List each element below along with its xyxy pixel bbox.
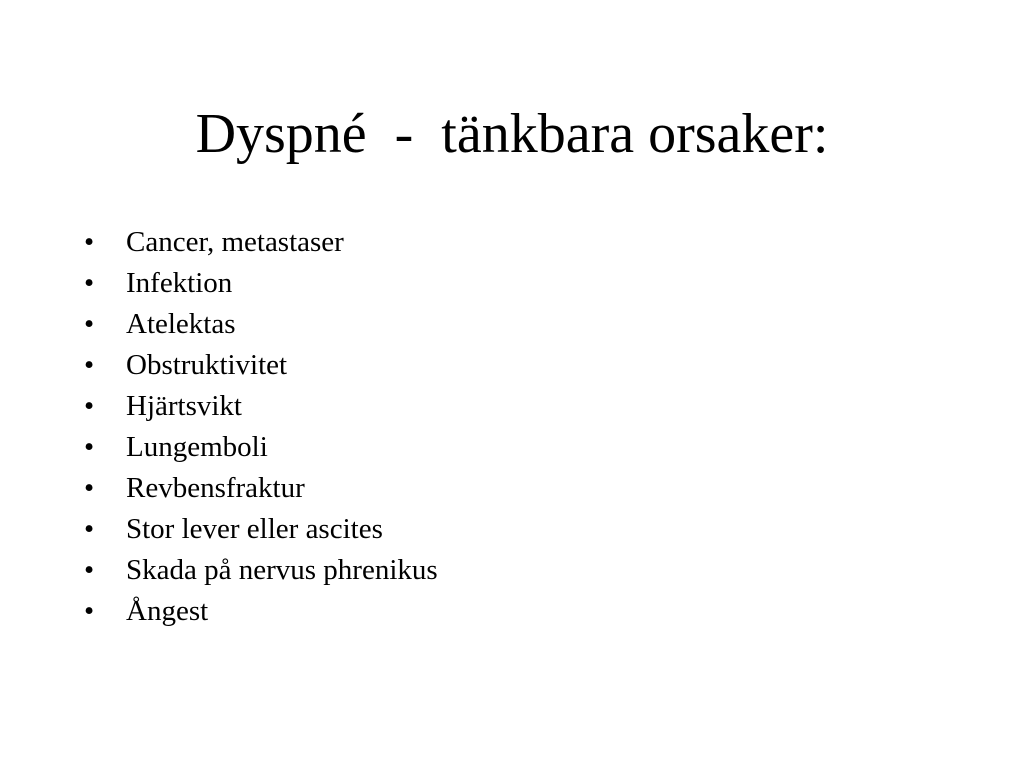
bullet-icon: • bbox=[84, 267, 95, 299]
list-item bbox=[84, 509, 438, 550]
list-item bbox=[84, 550, 438, 591]
list-item bbox=[84, 263, 438, 304]
list-item bbox=[84, 591, 438, 632]
list-item bbox=[84, 386, 438, 427]
bullet-icon: • bbox=[84, 226, 95, 258]
list-item-text: Cancer, metastaser bbox=[126, 226, 344, 258]
list-item-text: Ångest bbox=[126, 595, 209, 627]
bullet-list bbox=[84, 222, 438, 632]
bullet-icon: • bbox=[84, 554, 95, 586]
bullet-icon: • bbox=[84, 390, 95, 422]
list-item-text: Hjärtsvikt bbox=[126, 390, 242, 422]
list-item-text: Stor lever eller ascites bbox=[126, 513, 383, 545]
list-item bbox=[84, 468, 438, 509]
slide-title: Dyspné - tänkbara orsaker: bbox=[195, 103, 829, 165]
list-item-text: Skada på nervus phrenikus bbox=[126, 554, 438, 586]
list-item bbox=[84, 304, 438, 345]
list-item bbox=[84, 427, 438, 468]
list-item bbox=[84, 345, 438, 386]
bullet-icon: • bbox=[84, 513, 95, 545]
bullet-icon: • bbox=[84, 308, 95, 340]
list-item-text: Revbensfraktur bbox=[126, 472, 305, 504]
list-item-text: Obstruktivitet bbox=[126, 349, 288, 381]
list-item-text: Atelektas bbox=[126, 308, 236, 340]
list-item-text: Infektion bbox=[126, 267, 233, 299]
list-item bbox=[84, 222, 438, 263]
bullet-icon: • bbox=[84, 349, 95, 381]
list-item-text: Lungemboli bbox=[126, 431, 268, 463]
bullet-icon: • bbox=[84, 472, 95, 504]
bullet-icon: • bbox=[84, 431, 95, 463]
bullet-icon: • bbox=[84, 595, 95, 627]
